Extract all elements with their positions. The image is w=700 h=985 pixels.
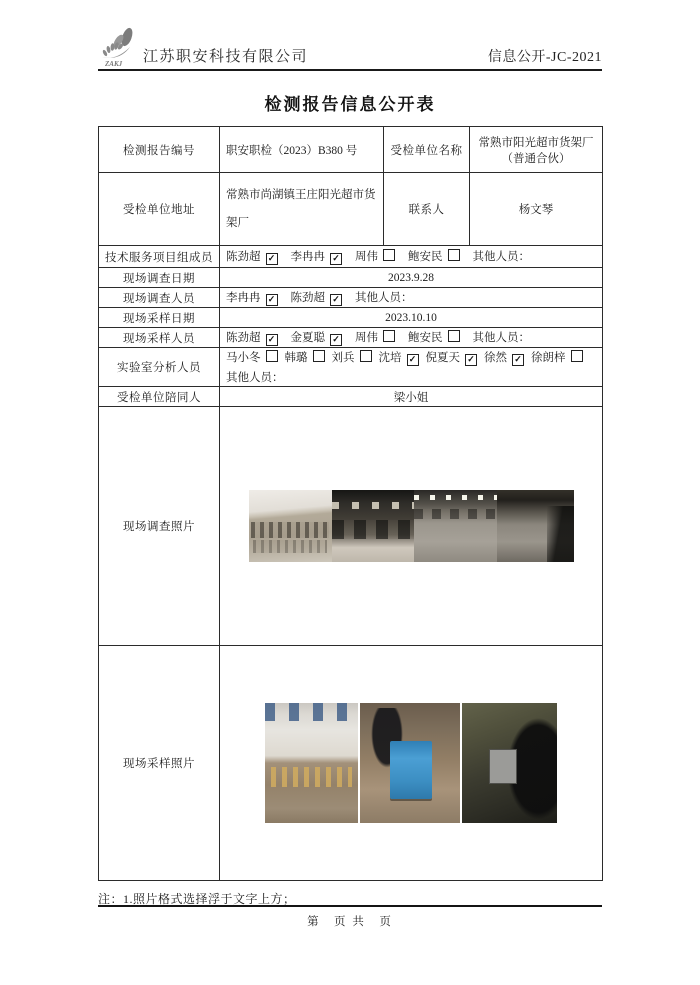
table-row: [99, 328, 603, 348]
member-unchecked: [226, 349, 278, 365]
survey-staff-members: [220, 288, 603, 308]
company-logo-icon: [98, 26, 142, 68]
unit-addr-value: 常熟市尚湖镇王庄阳光超市货架厂: [220, 173, 384, 246]
survey-photo-1: [249, 490, 332, 562]
member-unchecked: [285, 349, 325, 365]
footnote: 注：1.照片格式选择浮于文字上方；: [98, 892, 296, 906]
member-checked: [226, 329, 278, 346]
sampling-staff-label: 现场采样人员: [99, 328, 220, 348]
lab-staff-label: 实验室分析人员: [99, 348, 220, 387]
team-members: [220, 246, 603, 268]
others-label: 其他人员：: [226, 372, 284, 384]
member-unchecked: [355, 248, 395, 264]
member-name: 周伟: [355, 251, 378, 263]
member-name: 徐朗梓: [531, 352, 566, 364]
sampling-photo-3: [462, 703, 557, 823]
checkbox-checked-icon: ✓: [512, 354, 524, 366]
contact-label: 联系人: [384, 173, 470, 246]
checkbox-unchecked-icon: [448, 249, 460, 261]
others-label: 其他人员：: [472, 332, 530, 344]
table-row: [99, 288, 603, 308]
member-unchecked: [531, 349, 583, 365]
sampling-photos-cell: [220, 646, 603, 881]
member-name: 韩璐: [284, 352, 308, 364]
sampling-date-value: 2023.10.10: [220, 308, 603, 328]
member-name: 陈劲超: [226, 332, 261, 344]
table-row: [99, 268, 603, 288]
member-checked: [379, 349, 419, 366]
table-row: [99, 348, 603, 387]
table-row: [99, 646, 603, 881]
sampling-photo-strip: [226, 703, 596, 823]
member-unchecked: [355, 329, 395, 345]
member-checked: [291, 289, 343, 306]
others-label: 其他人员：: [472, 251, 530, 263]
checkbox-unchecked-icon: [571, 350, 583, 362]
member-name: 鲍安民: [408, 251, 443, 263]
page-footer: 第 页 共 页: [98, 905, 602, 929]
company-name: 江苏职安科技有限公司: [143, 49, 309, 65]
survey-photos-cell: [220, 407, 603, 646]
member-name: 金夏聪: [290, 332, 325, 344]
report-no-label: 检测报告编号: [99, 127, 220, 173]
page-title: 检测报告信息公开表: [264, 95, 436, 114]
sampling-photos-label: 现场采样照片: [99, 646, 220, 881]
lab-staff-members: [220, 348, 603, 387]
report-no-value: 职安职检（2023）B380 号: [220, 127, 384, 173]
survey-date-label: 现场调查日期: [99, 268, 220, 288]
escort-label: 受检单位陪同人: [99, 387, 220, 407]
member-name: 刘兵: [331, 352, 355, 364]
survey-photo-strip: [226, 490, 596, 562]
table-row: [99, 246, 603, 268]
unit-name-label: 受检单位名称: [384, 127, 470, 173]
table-row: [99, 173, 603, 246]
doc-code: 信息公开-JC-2021: [487, 50, 602, 65]
member-name: 沈培: [378, 352, 402, 364]
escort-value: 梁小姐: [220, 387, 603, 407]
table-row: [99, 308, 603, 328]
member-name: 李冉冉: [290, 251, 325, 263]
survey-date-value: 2023.9.28: [220, 268, 603, 288]
page-header: [98, 26, 602, 71]
checkbox-checked-icon: ✓: [465, 354, 477, 366]
checkbox-unchecked-icon: [360, 350, 372, 362]
member-checked: [426, 349, 478, 366]
sampling-staff-members: [220, 328, 603, 348]
member-name: 马小冬: [226, 352, 261, 364]
checkbox-unchecked-icon: [383, 249, 395, 261]
member-name: 周伟: [355, 332, 378, 344]
member-unchecked: [408, 329, 460, 345]
survey-staff-label: 现场调查人员: [99, 288, 220, 308]
checkbox-unchecked-icon: [266, 350, 278, 362]
member-name: 陈劲超: [290, 292, 325, 304]
checkbox-checked-icon: ✓: [266, 294, 278, 306]
checkbox-checked-icon: ✓: [266, 334, 278, 346]
checkbox-checked-icon: ✓: [407, 354, 419, 366]
survey-photos-label: 现场调查照片: [99, 407, 220, 646]
member-checked: [226, 248, 278, 265]
checkbox-checked-icon: ✓: [330, 253, 342, 265]
member-name: 李冉冉: [226, 292, 261, 304]
checkbox-unchecked-icon: [448, 330, 460, 342]
checkbox-checked-icon: ✓: [330, 334, 342, 346]
unit-addr-label: 受检单位地址: [99, 173, 220, 246]
member-name: 陈劲超: [226, 251, 261, 263]
member-unchecked: [332, 349, 372, 365]
sampling-date-label: 现场采样日期: [99, 308, 220, 328]
member-checked: [291, 329, 343, 346]
checkbox-checked-icon: ✓: [266, 253, 278, 265]
unit-name-value: 常熟市阳光超市货架厂（普通合伙）: [470, 127, 603, 173]
table-row: [99, 127, 603, 173]
survey-photo-2: [332, 490, 414, 562]
table-row: [99, 407, 603, 646]
member-checked: [226, 289, 278, 306]
member-unchecked: [408, 248, 460, 264]
team-label: 技术服务项目组成员: [99, 246, 220, 268]
member-checked: [291, 248, 343, 265]
member-name: 徐然: [484, 352, 507, 364]
checkbox-unchecked-icon: [313, 350, 325, 362]
member-name: 倪夏天: [425, 352, 460, 364]
survey-photo-3: [414, 490, 497, 562]
survey-photo-4: [497, 490, 574, 562]
disclosure-table: [98, 126, 603, 881]
checkbox-unchecked-icon: [383, 330, 395, 342]
member-checked: [484, 349, 524, 366]
others-label: 其他人员：: [355, 292, 413, 304]
logo-text: ZAKJ: [105, 60, 123, 68]
table-row: [99, 387, 603, 407]
sampling-photo-1: [265, 703, 358, 823]
contact-value: 杨文琴: [470, 173, 603, 246]
checkbox-checked-icon: ✓: [330, 294, 342, 306]
sampling-photo-2: [360, 703, 460, 823]
member-name: 鲍安民: [408, 332, 443, 344]
